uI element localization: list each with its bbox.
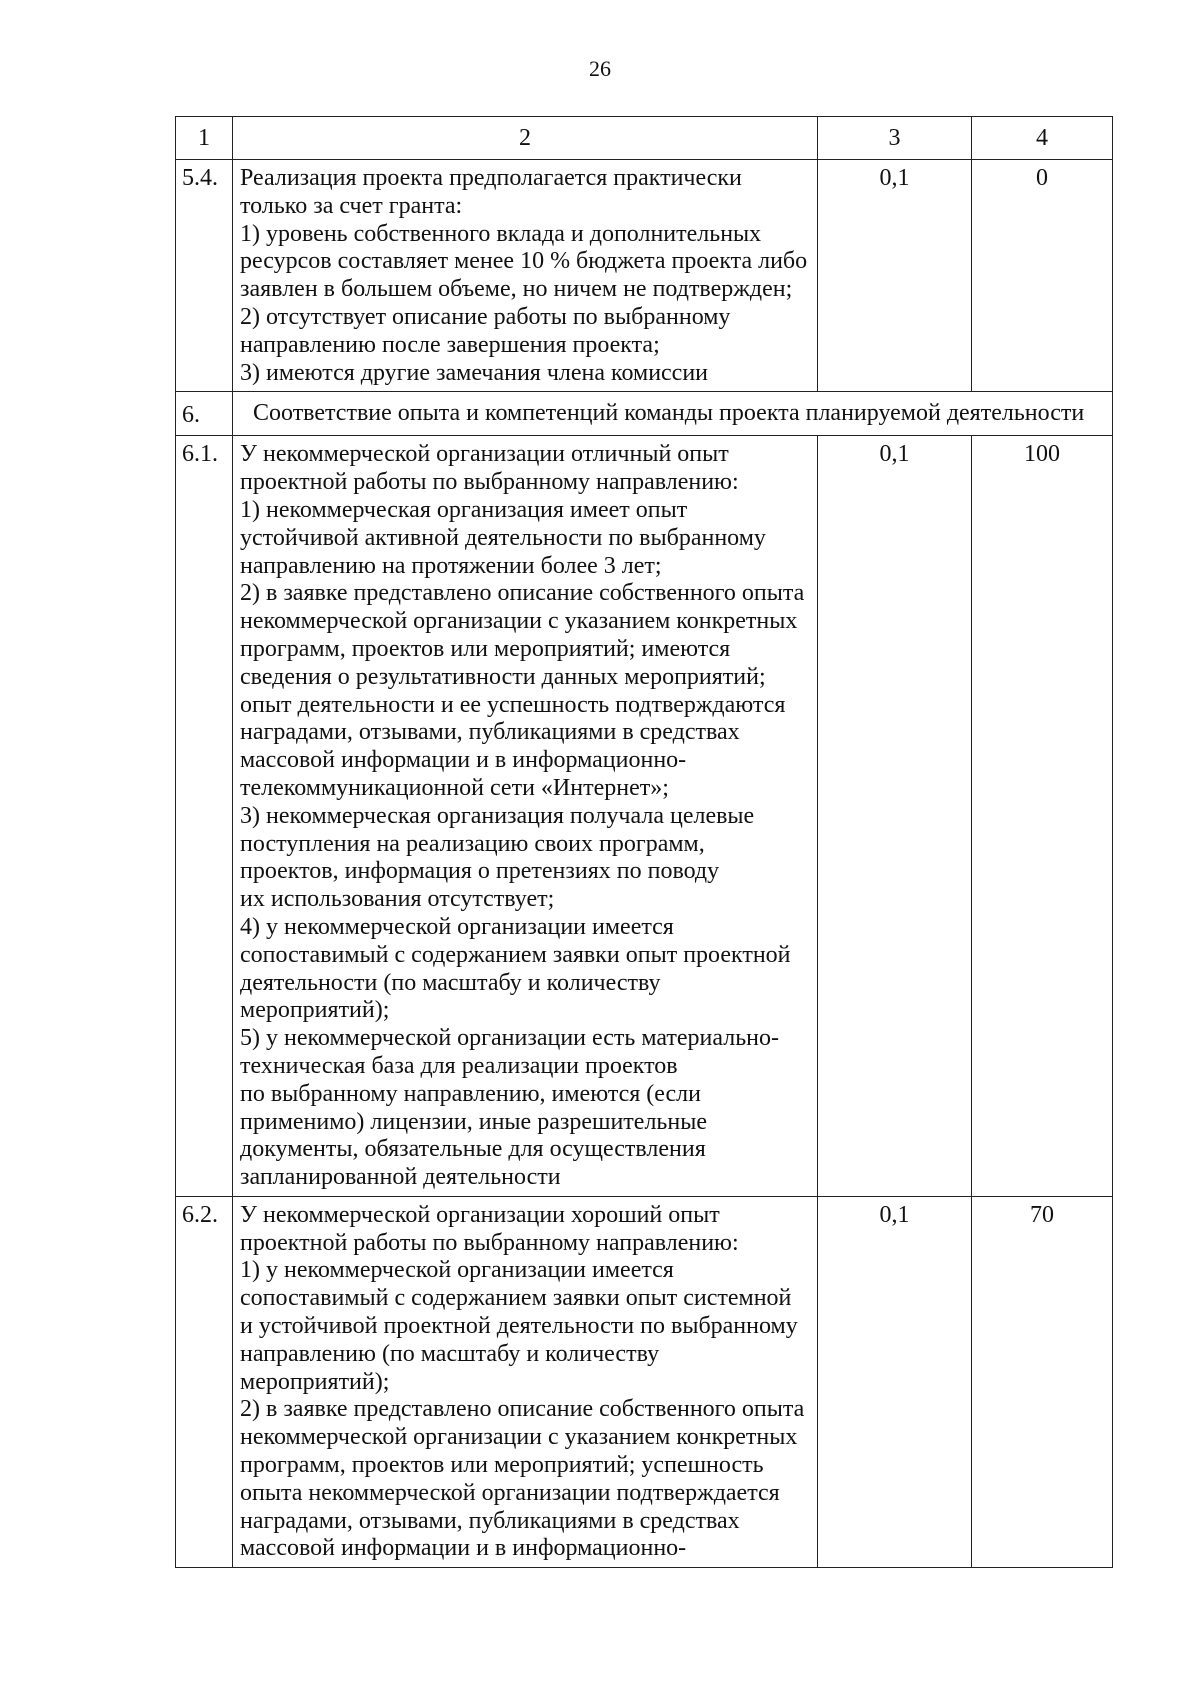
criterion-text <box>233 160 818 392</box>
text-line: документы, обязательные для осуществления <box>240 1136 706 1163</box>
text-line: программ, проектов или мероприятий; имеются <box>240 635 731 662</box>
text-line: 2) отсутствует описание работы по выбранному <box>240 303 731 330</box>
text-line: У некоммерческой организации хороший опыт <box>240 1201 720 1228</box>
text-line: сопоставимый с содержанием заявки опыт проектной <box>240 941 791 968</box>
text-line: ресурсов составляет менее 10 % бюджета проекта либо <box>240 248 808 275</box>
section-number: 6. <box>176 392 233 436</box>
text-line: применимо) лицензии, иные разрешительные <box>240 1108 707 1135</box>
text-line: мероприятий); <box>240 1368 390 1395</box>
text-line: массовой информации и в информационно- <box>240 1535 687 1562</box>
text-line: Реализация проекта предполагается практически <box>240 165 742 191</box>
text-line: направлению после завершения проекта; <box>240 331 660 358</box>
text-line: 3) имеются другие замечания члена комиссии <box>240 359 709 386</box>
text-line: 2) в заявке представлено описание собственного опыта <box>240 1396 805 1423</box>
criteria-table <box>175 116 1113 1568</box>
text-line: опыта некоммерческой организации подтверждается <box>240 1479 780 1506</box>
text-line: по выбранному направлению, имеются (если <box>240 1080 702 1107</box>
criterion-text <box>233 436 818 1197</box>
text-line: сопоставимый с содержанием заявки опыт системной <box>240 1285 792 1312</box>
text-line: массовой информации и в информационно- <box>240 747 687 774</box>
row-number: 6.1. <box>176 436 233 1197</box>
text-line: поступления на реализацию своих программ, <box>240 830 705 857</box>
text-line: опыт деятельности и ее успешность подтверждаются <box>240 691 786 718</box>
text-line: 1) уровень собственного вклада и дополнительных <box>240 220 762 247</box>
table-row-6-1 <box>176 436 1113 1197</box>
header-col-4: 4 <box>972 117 1113 160</box>
criterion-text <box>233 1196 818 1567</box>
score-value: 0 <box>972 160 1113 392</box>
row-number: 6.2. <box>176 1196 233 1567</box>
score-value: 100 <box>972 436 1113 1197</box>
text-line: проектной работы по выбранному направлению: <box>240 1229 739 1256</box>
text-line: некоммерческой организации с указанием конкретных <box>240 1424 798 1451</box>
page-number: 26 <box>589 56 611 81</box>
row-number: 5.4. <box>176 160 233 392</box>
header-col-3: 3 <box>818 117 972 160</box>
text-line: 5) у некоммерческой организации есть материально- <box>240 1025 780 1052</box>
text-line: запланированной деятельности <box>240 1164 561 1191</box>
text-line: мероприятий); <box>240 997 390 1024</box>
text-line: направлению на протяжении более 3 лет; <box>240 552 662 579</box>
text-line: телекоммуникационной сети «Интернет»; <box>240 774 669 801</box>
text-line: 4) у некоммерческой организации имеется <box>240 913 674 940</box>
text-line: деятельности (по масштабу и количеству <box>240 969 661 996</box>
weight-value: 0,1 <box>818 1196 972 1567</box>
text-line: 3) некоммерческая организация получала целевые <box>240 802 755 829</box>
score-value: 70 <box>972 1196 1113 1567</box>
header-col-2: 2 <box>233 117 818 160</box>
text-line: и устойчивой проектной деятельности по выбранному <box>240 1313 798 1340</box>
text-line: устойчивой активной деятельности по выбранному <box>240 524 766 551</box>
text-line: их использования отсутствует; <box>240 886 555 913</box>
text-line: проектов, информация о претензиях по поводу <box>240 858 720 885</box>
text-line: наградами, отзывами, публикациями в средствах <box>240 719 740 746</box>
text-line: программ, проектов или мероприятий; успешность <box>240 1452 764 1479</box>
weight-value: 0,1 <box>818 436 972 1197</box>
text-line: проектной работы по выбранному направлению: <box>240 469 739 496</box>
text-line: 2) в заявке представлено описание собственного опыта <box>240 580 805 607</box>
header-col-1: 1 <box>176 117 233 160</box>
table-header-row <box>176 117 1113 160</box>
text-line: сведения о результативности данных мероприятий; <box>240 663 766 690</box>
table-row-5-4 <box>176 160 1113 392</box>
section-title: Соответствие опыта и компетенций команды проекта планируемой деятельности <box>233 392 1113 436</box>
section-row-6 <box>176 392 1113 436</box>
table-row-6-2 <box>176 1196 1113 1567</box>
text-line: 1) у некоммерческой организации имеется <box>240 1257 674 1284</box>
text-line: некоммерческой организации с указанием конкретных <box>240 608 798 635</box>
text-line: 1) некоммерческая организация имеет опыт <box>240 496 688 523</box>
text-line: У некоммерческой организации отличный опыт <box>240 441 729 468</box>
text-line: техническая база для реализации проектов <box>240 1052 678 1079</box>
weight-value: 0,1 <box>818 160 972 392</box>
text-line: заявлен в большем объеме, но ничем не подтвержден; <box>240 276 793 303</box>
text-line: только за счет гранта: <box>240 192 463 219</box>
text-line: направлению (по масштабу и количеству <box>240 1340 660 1367</box>
text-line: наградами, отзывами, публикациями в средствах <box>240 1507 740 1534</box>
